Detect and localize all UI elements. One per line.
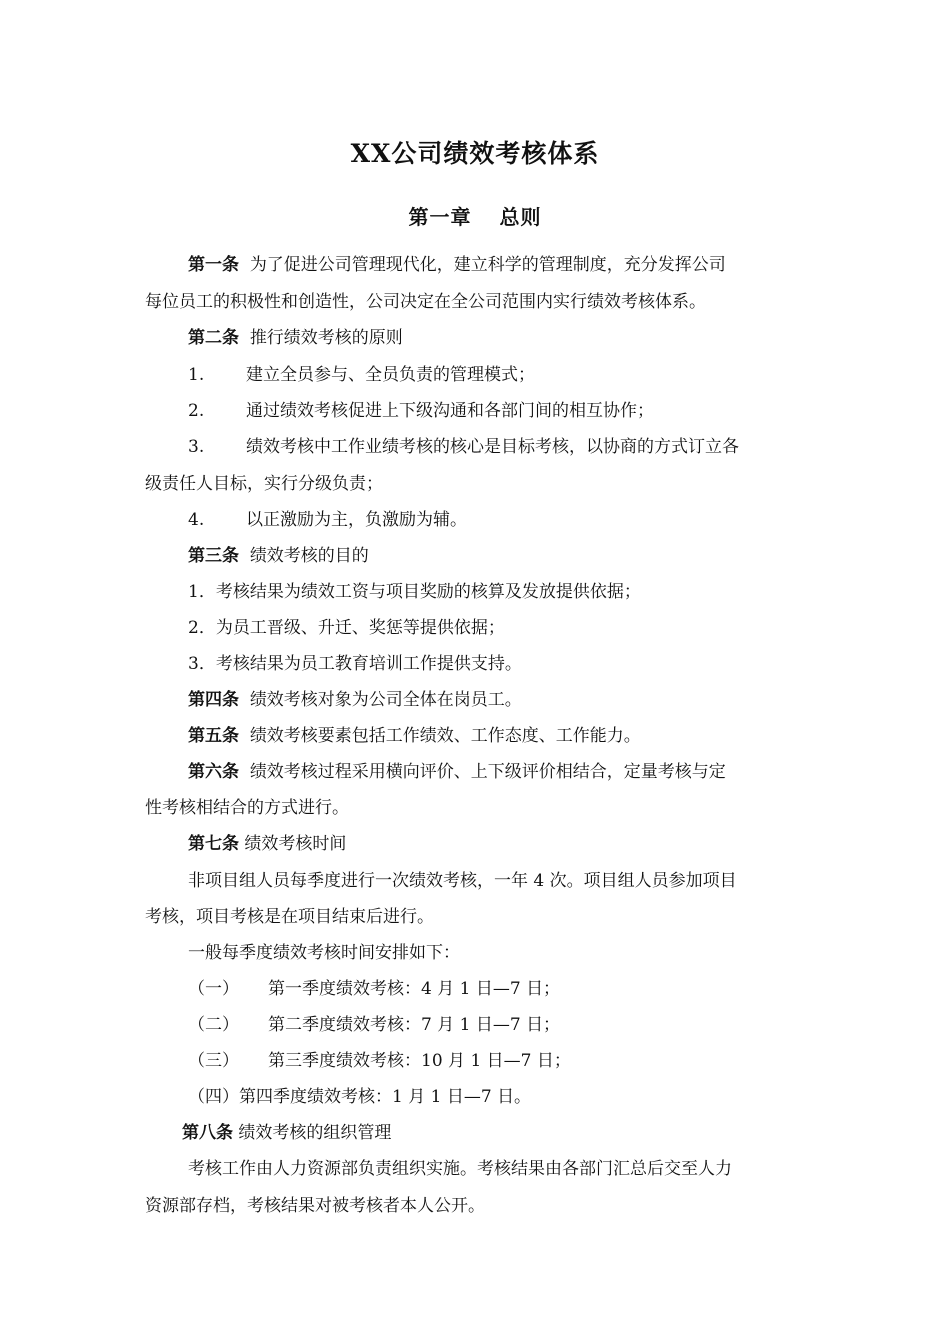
article-1-line-2: 每位员工的积极性和创造性，公司决定在全公司范围内实行绩效考核体系。 [145,292,706,312]
article-7-paragraph-line-2: 考核，项目考核是在项目结束后进行。 [145,907,434,927]
chapter-label: 第一章 [408,205,472,229]
article-8-line-2: 资源部存档，考核结果对被考核者本人公开。 [145,1196,485,1216]
list-item: 1．考核结果为绩效工资与项目奖励的核算及发放提供依据； [188,582,641,602]
article-4: 第四条 绩效考核对象为公司全体在岗员工。 [188,690,522,710]
article-label: 第三条 [188,546,239,566]
schedule-item: （二） 第二季度绩效考核：7 月 1 日—7 日； [188,1015,561,1035]
article-label: 第四条 [188,690,239,710]
article-7-heading: 第七条 绩效考核时间 [188,834,347,854]
list-item: 1. 建立全员参与、全员负责的管理模式； [188,365,535,385]
schedule-item: （三） 第三季度绩效考核：10 月 1 日—7 日； [188,1051,571,1071]
article-6-line-2: 性考核相结合的方式进行。 [145,798,349,818]
document-title: XX公司绩效考核体系 [350,139,600,168]
article-label: 第二条 [188,328,239,348]
article-1-line-1: 第一条 为了促进公司管理现代化，建立科学的管理制度，充分发挥公司 [188,255,726,275]
list-item-continuation: 级责任人目标，实行分级负责； [145,474,383,494]
chapter-name: 总则 [499,205,542,229]
article-label: 第一条 [188,255,239,275]
article-5: 第五条 绩效考核要素包括工作绩效、工作态度、工作能力。 [188,726,641,746]
schedule-item: （四）第四季度绩效考核：1 月 1 日—7 日。 [188,1087,532,1107]
article-8-heading: 第八条 绩效考核的组织管理 [182,1123,392,1143]
article-2-heading: 第二条 推行绩效考核的原则 [188,328,403,348]
article-7-schedule-intro: 一般每季度绩效考核时间安排如下： [188,943,460,963]
list-item: 3．考核结果为员工教育培训工作提供支持。 [188,654,522,674]
list-item: 2．为员工晋级、升迁、奖惩等提供依据； [188,618,505,638]
article-label: 第六条 [188,762,239,782]
article-label: 第八条 [182,1123,233,1143]
list-item: 2. 通过绩效考核促进上下级沟通和各部门间的相互协作； [188,401,654,421]
article-label: 第七条 [188,834,239,854]
article-3-heading: 第三条 绩效考核的目的 [188,546,369,566]
article-7-paragraph-line-1: 非项目组人员每季度进行一次绩效考核，一年 4 次。项目组人员参加项目 [188,871,737,891]
article-8-line-1: 考核工作由人力资源部负责组织实施。考核结果由各部门汇总后交至人力 [188,1159,732,1179]
schedule-item: （一） 第一季度绩效考核：4 月 1 日—7 日； [188,979,561,999]
chapter-heading [0,201,950,230]
article-label: 第五条 [188,726,239,746]
article-6-line-1: 第六条 绩效考核过程采用横向评价、上下级评价相结合，定量考核与定 [188,762,726,782]
list-item: 4. 以正激励为主，负激励为辅。 [188,510,467,530]
list-item: 3. 绩效考核中工作业绩考核的核心是目标考核，以协商的方式订立各 [188,437,739,457]
